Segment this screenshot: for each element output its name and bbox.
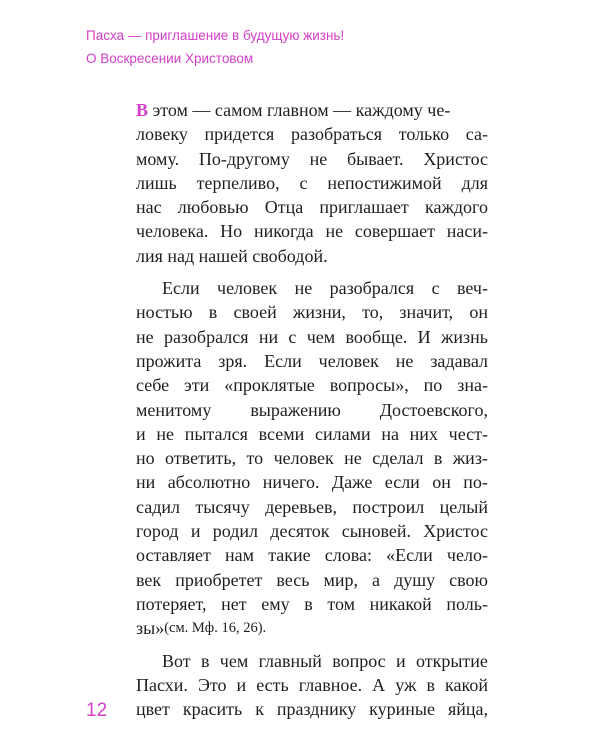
text-line: прожита зря. Если человек не задавал	[136, 350, 488, 371]
text-line: оставляет нам такие слова: «Если чело-	[136, 545, 488, 566]
running-header-chapter-title: О Воскресении Христовом	[86, 51, 254, 66]
text-line: лишь терпеливо, с непостижимой для	[136, 172, 488, 193]
running-header-book-title: Пасха — приглашение в будущую жизнь!	[86, 28, 345, 43]
text-line: ловеку придется разобраться только са-	[136, 124, 488, 145]
text-line: но ответить, то человек не сделал в жиз-	[136, 448, 488, 469]
text-line: ностью в своей жизни, то, значит, он	[136, 302, 488, 323]
text-line: и не пытался всеми силами на них чест-	[136, 423, 488, 444]
text-line: город и родил десяток сыновей. Христос	[136, 521, 488, 542]
text-line: зы» (см. Мф. 16, 26).	[136, 616, 488, 640]
text-line: цвет красить к празднику куриные яйца,	[136, 699, 488, 720]
text-line: менитому выражению Достоевского,	[136, 399, 488, 420]
scripture-reference: (см. Мф. 16, 26).	[164, 620, 267, 637]
text-line: Если человек не разобрался с веч-	[162, 278, 488, 299]
text-line: не разобрался ни с чем вообще. И жизнь	[136, 326, 488, 347]
text-line: потеряет, нет ему в том никакой поль-	[136, 593, 488, 614]
text-line: век приобретет весь мир, а душу свою	[136, 569, 488, 590]
text-line: мому. По-другому не бывает. Христос	[136, 148, 488, 169]
drop-cap: В	[136, 100, 149, 120]
text-line: лия над нашей свободой.	[136, 245, 328, 266]
text-line: себе эти «проклятые вопросы», по зна-	[136, 375, 488, 396]
text-line: садил тысячу деревьев, построил целый	[136, 496, 488, 517]
text-line: В этом — самом главном — каждому че-	[136, 100, 451, 120]
page-number: 12	[86, 700, 108, 721]
text-line: нас любовью Отца приглашает каждого	[136, 197, 488, 218]
text-line: Пасхи. Это и есть главное. А уж в какой	[136, 674, 488, 695]
running-header	[86, 24, 344, 70]
text-line: Вот в чем главный вопрос и открытие	[162, 650, 488, 671]
text-line: ни абсолютно ничего. Даже если он по-	[136, 472, 488, 493]
text-line: человека. Но никогда не совершает наси-	[136, 221, 488, 242]
body-text	[136, 98, 488, 721]
